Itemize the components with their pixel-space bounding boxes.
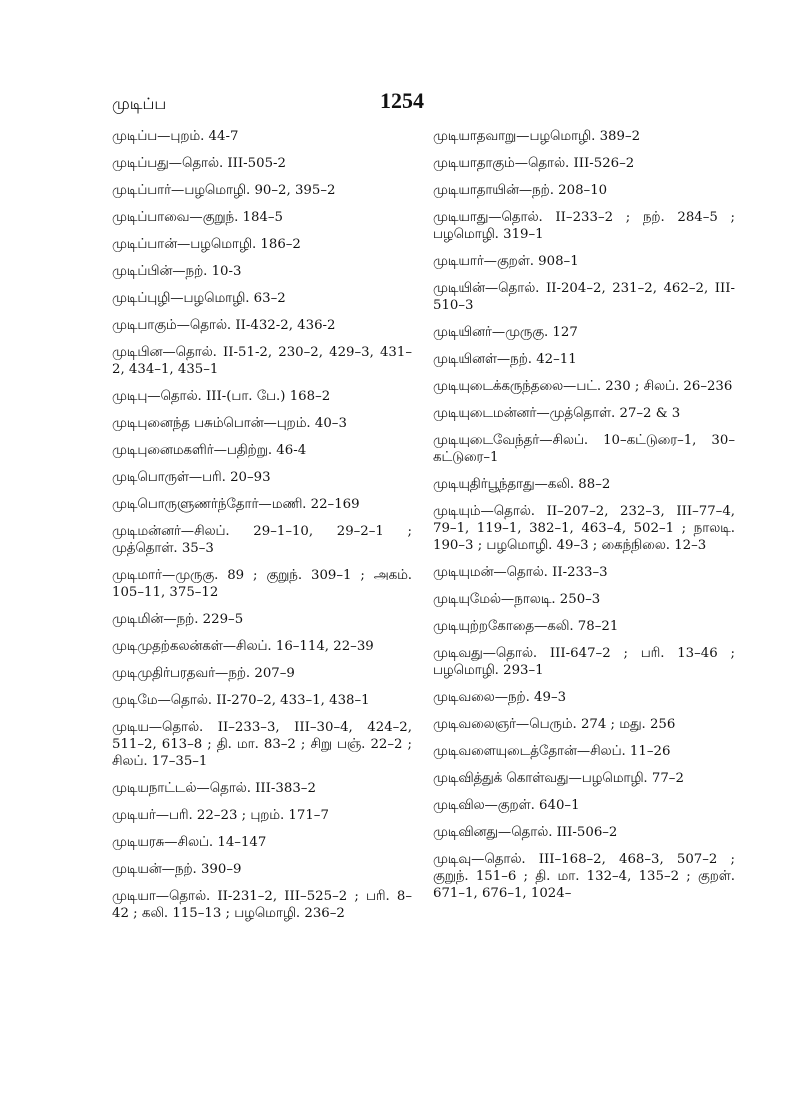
index-entry: முடிபுனைமகளிர்—பதிற்று. 46-4	[112, 443, 307, 458]
index-entry: முடியுமேல்—நாலடி. 250–3	[433, 592, 601, 607]
index-entry: முடிப்பார்—பழமொழி. 90–2, 395–2	[112, 183, 336, 198]
index-entry: முடிபு—தொல். III-(பா. பே.) 168–2	[112, 389, 331, 404]
index-entry: முடிபொருளுணர்ந்தோர்—மணி. 22–169	[112, 497, 360, 512]
index-entry: முடியாது—தொல். II–233–2 ; நற். 284–5 ; பழமொழி. 319–1	[433, 210, 735, 242]
index-entry: முடிமார்—முருகு. 89 ; குறுந். 309–1 ; அகம். 105–11, 375–12	[112, 568, 412, 600]
index-entry: முடியன்—நற். 390–9	[112, 862, 242, 877]
index-entry: முடியுதிர்பூந்தாது—கலி. 88–2	[433, 477, 611, 492]
index-entry: முடியாதாகும்—தொல். III-526–2	[433, 156, 635, 171]
index-entry: முடிபின—தொல். II-51-2, 230–2, 429–3, 431–2, 434–1, 435–1	[112, 345, 412, 377]
index-entry: முடிமன்னர்—சிலப். 29–1–10, 29–2–1 ; முத்தொள். 35–3	[112, 524, 412, 556]
index-entry: முடிமுதற்கலன்கள்—சிலப். 16–114, 22–39	[112, 639, 374, 654]
index-entry: முடியரசு—சிலப். 14–147	[112, 835, 267, 850]
page-number: 1254	[380, 88, 424, 113]
index-entry: முடிப்புழி—பழமொழி. 63–2	[112, 291, 286, 306]
index-entry: முடிய—தொல். II–233–3, III–30–4, 424–2, 511–2, 613–8 ; தி. மா. 83–2 ; சிறு பஞ். 22–2 ; சிலப். 17–35–1	[112, 720, 412, 769]
index-entry: முடியுற்றகோதை—கலி. 78–21	[433, 619, 619, 634]
index-entry: முடிவலை—நற். 49–3	[433, 690, 567, 705]
index-entry: முடியுடைமன்னர்—முத்தொள். 27–2 & 3	[433, 406, 681, 421]
index-entry: முடிவது—தொல். III-647–2 ; பரி. 13–46 ; பழமொழி. 293–1	[433, 646, 735, 678]
index-entry: முடிமே—தொல். II-270–2, 433–1, 438–1	[112, 693, 370, 708]
index-entry: முடியார்—குறள். 908–1	[433, 254, 579, 269]
index-entry: முடிவளையுடைத்தோன்—சிலப். 11–26	[433, 744, 671, 759]
index-entry: முடிபுனைந்த பசும்பொன்—புறம். 40–3	[112, 416, 347, 431]
index-entry: முடியும்—தொல். II–207–2, 232–3, III–77–4, 79–1, 119–1, 382–1, 463–4, 502–1 ; நாலடி. 190–3 ; பழமொழி. 49–3 ; கைந்நிலை. 12–3	[433, 504, 735, 553]
index-entry: முடியநாட்டல்—தொல். III-383–2	[112, 781, 316, 796]
index-entry: முடிமுதிர்பரதவர்—நற். 207–9	[112, 666, 295, 681]
index-entry: முடிப்பது—தொல். III-505-2	[112, 156, 286, 171]
index-entry: முடியாதாயின்—நற். 208–10	[433, 183, 608, 198]
index-entry: முடிமின்—நற். 229–5	[112, 612, 244, 627]
index-entry: முடியுடைக்கருந்தலை—பட். 230 ; சிலப். 26–236	[433, 379, 733, 394]
index-entry: முடியினர்—முருகு. 127	[433, 325, 578, 340]
page-header	[112, 88, 732, 122]
index-entry: முடியா—தொல். II-231–2, III–525–2 ; பரி. 8–42 ; கலி. 115–13 ; பழமொழி. 236–2	[112, 889, 412, 921]
index-column-right	[433, 128, 735, 912]
index-entry: முடிவலைஞர்—பெரும். 274 ; மது. 256	[433, 717, 676, 732]
index-entry: முடிவினது—தொல். III-506–2	[433, 825, 618, 840]
index-entry: முடியின்—தொல். II-204–2, 231–2, 462–2, III-510–3	[433, 281, 735, 313]
index-entry: முடிப்ப—புறம். 44-7	[112, 129, 239, 144]
index-column-left	[112, 128, 412, 932]
running-head-word: முடிப்ப	[112, 94, 167, 113]
index-entry: முடிவித்துக் கொள்வது—பழமொழி. 77–2	[433, 771, 684, 786]
index-entry: முடியாதவாறு—பழமொழி. 389–2	[433, 129, 641, 144]
index-entry: முடிப்பான்—பழமொழி. 186–2	[112, 237, 301, 252]
index-entry: முடிவில—குறள். 640–1	[433, 798, 580, 813]
index-entry: முடியுடைவேந்தர்—சிலப். 10–கட்டுரை–1, 30–கட்டுரை–1	[433, 433, 735, 465]
index-entry: முடிபொருள்—பரி. 20–93	[112, 470, 271, 485]
index-entry: முடியர்—பரி. 22–23 ; புறம். 171–7	[112, 808, 329, 823]
index-entry: முடிவு—தொல். III–168–2, 468–3, 507–2 ; குறுந். 151–6 ; தி. மா. 132–4, 135–2 ; குறள். 671–1, 676–1, 1024–	[433, 852, 735, 901]
index-entry: முடியுமன்—தொல். II-233–3	[433, 565, 608, 580]
index-entry: முடியினள்—நற். 42–11	[433, 352, 577, 367]
index-entry: முடிபாகும்—தொல். II-432-2, 436-2	[112, 318, 336, 333]
index-entry: முடிப்பின்—நற். 10-3	[112, 264, 242, 279]
index-entry: முடிப்பாவை—குறுந். 184–5	[112, 210, 284, 225]
